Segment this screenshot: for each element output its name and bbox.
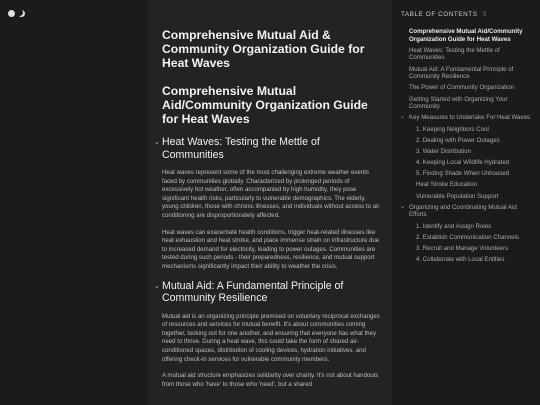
section-heading: Mutual Aid: A Fundamental Principle of Community Resilience xyxy=(162,279,344,305)
toc-item-label: Comprehensive Mutual Aid/Community Organization Guide for Heat Waves xyxy=(409,28,523,43)
chevron-down-icon[interactable]: ⌄ xyxy=(400,114,406,121)
toc-item[interactable] xyxy=(400,203,535,219)
toc-item[interactable] xyxy=(400,114,535,122)
toc-item-label: 3. Recruit and Manage Volunteers xyxy=(416,244,509,252)
toc-item[interactable] xyxy=(409,96,535,111)
toc-item-label: Mutual Aid: A Fundamental Principle of Community Resilience xyxy=(409,65,514,81)
toc-item[interactable] xyxy=(409,126,535,134)
sun-icon xyxy=(8,10,15,17)
toc-item[interactable] xyxy=(409,234,535,242)
toc-item[interactable] xyxy=(409,28,535,43)
paragraph: Heat waves can exacerbate health conditions, trigger heat-related illnesses like heat exhaustion and heat stroke, and place immense strain on infrastructure due to increased demand for electricity, leading to power outages. Communities are tested during such periods - their preparedness, resilience, and mutual support mechanisms significantly impact their ability to weather the crisis. xyxy=(162,228,380,270)
toc-item[interactable] xyxy=(409,47,535,62)
moon-icon xyxy=(18,10,25,17)
section-heat-waves xyxy=(154,136,380,161)
toc-item-label: 1. Keeping Neighbors Cool xyxy=(416,125,489,133)
chevron-down-icon[interactable]: ⌄ xyxy=(400,203,406,210)
table-of-contents xyxy=(392,0,540,405)
toc-item[interactable] xyxy=(409,159,535,167)
chevron-down-icon[interactable]: ⌄ xyxy=(154,282,160,290)
left-sidebar xyxy=(0,0,148,405)
toc-item-label: 2. Dealing with Power Outages xyxy=(416,136,500,144)
toc-item[interactable] xyxy=(409,256,535,264)
toc-item[interactable] xyxy=(409,84,535,92)
toc-item[interactable] xyxy=(409,245,535,253)
chevron-down-icon[interactable]: ⌄ xyxy=(154,139,160,146)
toc-item[interactable] xyxy=(409,170,535,178)
page-title: Comprehensive Mutual Aid & Community Organization Guide for Heat Waves xyxy=(162,28,365,70)
main-content xyxy=(148,0,392,405)
toc-item-label: Getting Started with Organizing Your Community xyxy=(409,95,508,111)
toc-title: TABLE OF CONTENTS xyxy=(401,10,478,18)
toc-list xyxy=(400,28,535,267)
toc-item-label: 2. Establish Communication Channels xyxy=(416,233,519,241)
toc-header xyxy=(401,10,488,18)
toc-item[interactable] xyxy=(409,193,535,201)
toc-item-label: 4. Collaborate with Local Entities xyxy=(416,256,505,264)
toc-item-label: 3. Water Distribution xyxy=(416,147,471,155)
section-heading: Heat Waves: Testing the Mettle of Communities xyxy=(162,136,320,161)
toc-item[interactable] xyxy=(409,148,535,156)
toc-item-label: 4. Keeping Local Wildlife Hydrated xyxy=(416,159,510,167)
toc-item-label: The Power of Community Organization xyxy=(409,84,514,92)
toc-item-label: Key Measures to Undertake For Heat Waves xyxy=(409,114,531,122)
sort-icon[interactable]: ⇳ xyxy=(481,11,489,18)
paragraph: A mutual aid structure emphasizes solidarity over charity. It's not about handouts from those who 'have' to those who 'need', but a shared xyxy=(162,372,379,388)
toc-item[interactable] xyxy=(409,223,535,231)
toc-item-label: 5. Finding Shade When Unhoused xyxy=(416,170,510,178)
theme-toggle[interactable] xyxy=(8,9,30,18)
toc-item-label: Organizing and Coordinating Mutual Aid Efforts xyxy=(409,203,517,219)
toc-item-label: Heat Waves: Testing the Mettle of Communities xyxy=(409,46,500,62)
toc-item-label: Vulnerable Population Support xyxy=(416,192,499,200)
toc-item[interactable] xyxy=(409,137,535,145)
document-title: Comprehensive Mutual Aid/Community Organization Guide for Heat Waves xyxy=(162,84,368,126)
paragraph: Heat waves represent some of the most challenging extreme weather events faced by communities globally. Characterized by prolonged periods of excessively hot weather, often accompanied by high humidity, they pose significant health risks, particularly to vulnerable demographics. The elderly, young children, those with chronic illnesses, and individuals without access to air conditioning are disproportionately affected. xyxy=(162,169,380,219)
toc-item[interactable] xyxy=(409,66,535,81)
section-mutual-aid xyxy=(154,279,380,305)
toc-item-label: 1. Identify and Assign Roles xyxy=(416,222,492,230)
paragraph: Mutual aid is an organizing principle premised on voluntary reciprocal exchanges of resources and services for mutual benefit. It's about communities coming together, looking out for one another, and ensuring that everyone has what they need to thrive. During a heat wave, this could take the form of shared air-conditioned spaces, distribution of cooling devices, hydration initiatives, and offering check-in services for vulnerable community members. xyxy=(162,312,380,363)
toc-item-label: Heat Stroke Education xyxy=(416,181,477,189)
toc-item[interactable] xyxy=(409,181,535,189)
